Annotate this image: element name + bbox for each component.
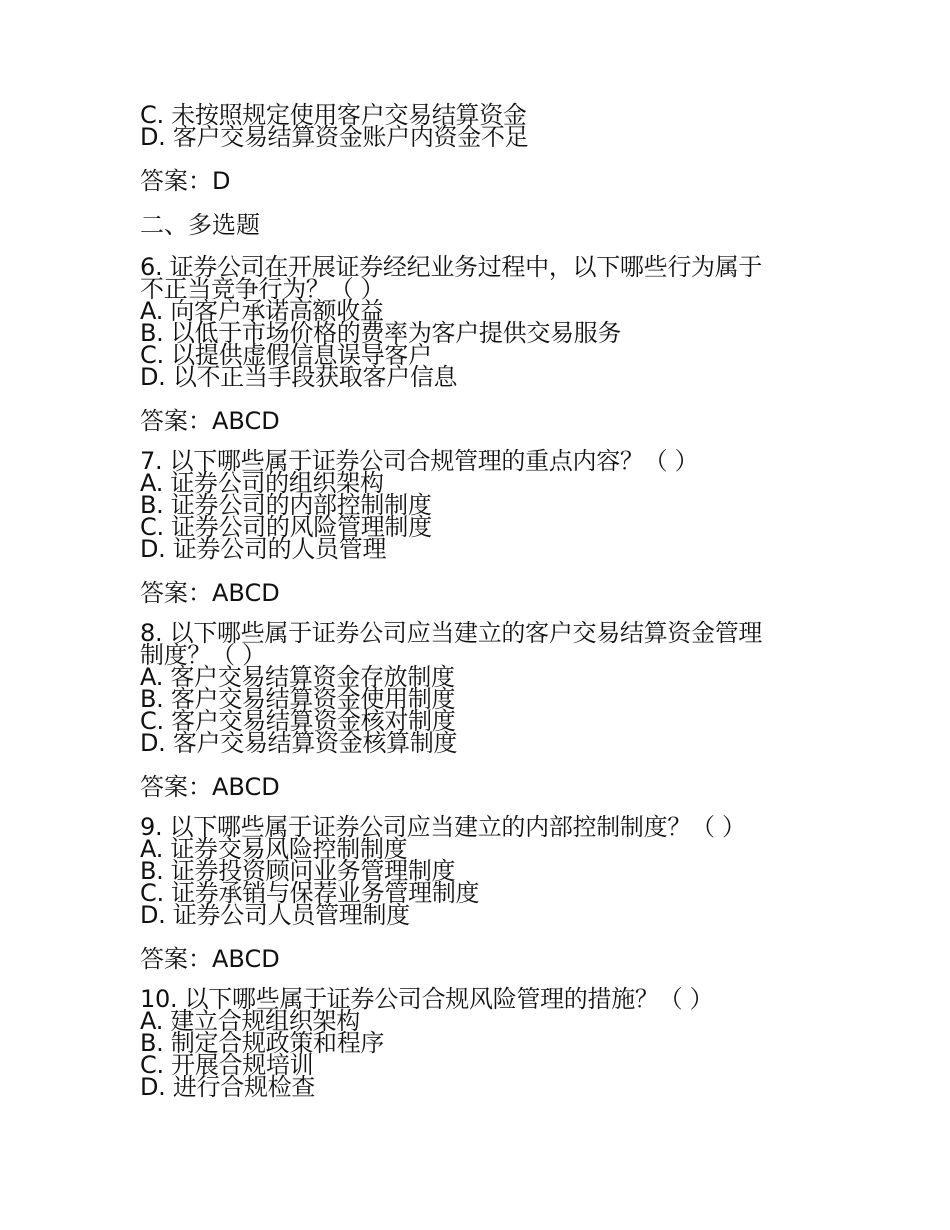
option-c: C. 证券承销与保荐业务管理制度	[140, 879, 480, 907]
answer: 答案：ABCD	[140, 407, 280, 435]
option-a: A. 建立合规组织架构	[140, 1007, 360, 1035]
previous-question-options	[140, 101, 820, 151]
question-text: 10. 以下哪些属于证券公司合规风险管理的措施？（ ）	[140, 985, 714, 1013]
option-d: D. 以不正当手段获取客户信息	[140, 363, 458, 391]
option-c: C. 开展合规培训	[140, 1051, 314, 1079]
question-6	[140, 253, 820, 391]
option-a: A. 证券交易风险控制制度	[140, 835, 408, 863]
question-text: 7. 以下哪些属于证券公司合规管理的重点内容？（ ）	[140, 447, 699, 475]
option-b: B. 证券投资顾问业务管理制度	[140, 857, 456, 885]
question-text: 9. 以下哪些属于证券公司应当建立的内部控制制度？（ ）	[140, 813, 746, 841]
question-8	[140, 619, 820, 757]
option-c: C. 客户交易结算资金核对制度	[140, 707, 456, 735]
question-text-cont: 制度？（ ）	[140, 641, 266, 669]
question-7	[140, 447, 820, 563]
option-c: C. 证券公司的风险管理制度	[140, 513, 432, 541]
question-text: 8. 以下哪些属于证券公司应当建立的客户交易结算资金管理	[140, 619, 763, 647]
option-d: D. 客户交易结算资金核算制度	[140, 729, 458, 757]
option-a: A. 证券公司的组织架构	[140, 469, 384, 497]
option-c: C. 以提供虚假信息误导客户	[140, 341, 432, 369]
answer: 答案：ABCD	[140, 579, 280, 607]
option-d: D. 客户交易结算资金账户内资金不足	[140, 123, 529, 151]
question-10	[140, 985, 820, 1101]
option-d: D. 进行合规检查	[140, 1073, 316, 1101]
section-heading: 二、多选题	[140, 211, 260, 239]
document-page	[140, 101, 820, 1101]
option-b: B. 以低于市场价格的费率为客户提供交易服务	[140, 319, 622, 347]
answer: 答案：D	[140, 167, 231, 195]
option-b: B. 客户交易结算资金使用制度	[140, 685, 456, 713]
option-d: D. 证券公司的人员管理	[140, 535, 387, 563]
option-c: C. 未按照规定使用客户交易结算资金	[140, 101, 527, 129]
option-b: B. 制定合规政策和程序	[140, 1029, 385, 1057]
answer: 答案：ABCD	[140, 773, 280, 801]
question-text-cont: 不正当竞争行为？（ ）	[140, 275, 385, 303]
option-a: A. 客户交易结算资金存放制度	[140, 663, 455, 691]
question-text: 6. 证券公司在开展证券经纪业务过程中，以下哪些行为属于	[140, 253, 763, 281]
option-a: A. 向客户承诺高额收益	[140, 297, 384, 325]
option-d: D. 证券公司人员管理制度	[140, 901, 410, 929]
option-b: B. 证券公司的内部控制制度	[140, 491, 432, 519]
answer: 答案：ABCD	[140, 945, 280, 973]
question-9	[140, 813, 820, 929]
